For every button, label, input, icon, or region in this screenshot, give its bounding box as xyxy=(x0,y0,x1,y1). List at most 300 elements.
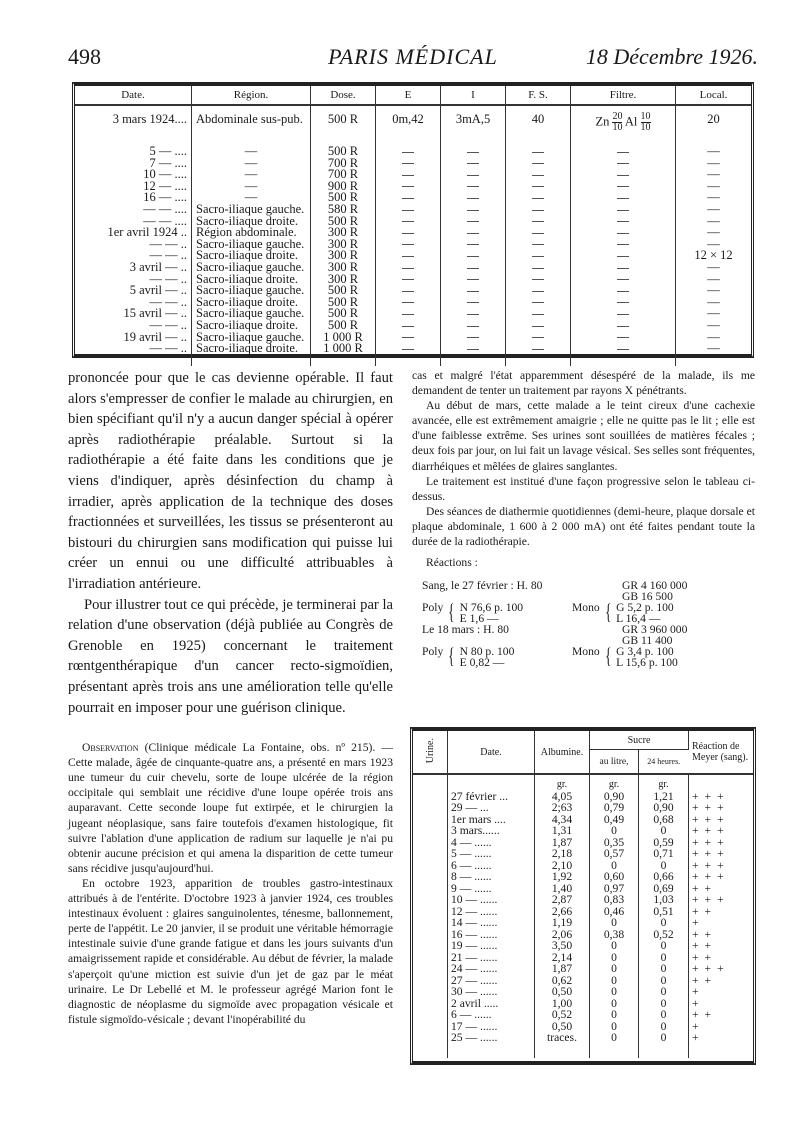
unit-24h: gr. xyxy=(639,774,689,791)
cell-region: Sacro-iliaque gauche. xyxy=(192,204,311,216)
ditto-dash xyxy=(532,233,544,234)
cell-albumine: 1,87 xyxy=(535,837,590,849)
cell-dose: 900 R xyxy=(311,181,376,193)
cell-sucre-litre: 0 xyxy=(590,963,639,975)
cell-filter xyxy=(571,332,676,344)
ditto-dash xyxy=(402,349,414,350)
cell-sucre-litre: 0,38 xyxy=(590,929,639,941)
cell-sucre-24h: 0,66 xyxy=(639,871,689,883)
paragraph: Des séances de diathermie quotidiennes (demi-heure, plaque dorsale et plaque abdominale, 1 600 à 2 000 mA) ont été faites pendant toute la durée de la radiothérapie. xyxy=(412,504,755,549)
cell-e xyxy=(376,343,441,355)
cell-albumine: 0,50 xyxy=(535,1021,590,1033)
ditto-dash xyxy=(402,291,414,292)
poly-n: N 76,6 p. 100 xyxy=(459,601,524,615)
cell-i xyxy=(441,146,506,158)
cell-urine xyxy=(413,814,448,826)
cell-urine xyxy=(413,998,448,1010)
table-row xyxy=(413,1032,753,1044)
ditto-dash xyxy=(617,163,629,164)
cell-region: — xyxy=(192,158,311,170)
paragraph: cas et malgré l'état apparemment désespéré de la malade, ils me demandent de tenter un traitement par rayons X pénétrants. xyxy=(412,369,755,398)
ditto-dash xyxy=(467,256,479,257)
cell-meyer: +++ xyxy=(692,824,730,837)
cell-fs: 40 xyxy=(506,105,571,146)
cell-urine xyxy=(413,825,448,837)
cell-region: Sacro-iliaque droite. xyxy=(192,274,311,286)
ditto-dash xyxy=(532,349,544,350)
poly-group xyxy=(422,643,515,670)
col-sucre: Sucre xyxy=(590,731,689,750)
cell-meyer: +++ xyxy=(692,893,730,906)
cell-meyer: + xyxy=(692,996,705,1010)
col-region: Région. xyxy=(192,86,311,105)
ditto-dash xyxy=(402,210,414,211)
cell-albumine: 1,19 xyxy=(535,917,590,929)
cell-urine xyxy=(413,837,448,849)
cell-local: 20 xyxy=(707,112,720,126)
mono-l: L 16,4 — xyxy=(616,612,661,626)
cell-sucre-litre: 0 xyxy=(590,1009,639,1021)
cell-sucre-litre: 0 xyxy=(590,1032,639,1044)
cell-dose: 500 R xyxy=(311,320,376,332)
mono-label: Mono xyxy=(572,645,600,659)
unit-albumine: gr. xyxy=(535,774,590,791)
cell-sucre-litre: 0,97 xyxy=(590,883,639,895)
cell-sucre-24h: 0 xyxy=(639,860,689,872)
cell-dose: 300 R xyxy=(311,262,376,274)
cell-i xyxy=(441,216,506,228)
cell-region: Sacro-iliaque gauche. xyxy=(192,285,311,297)
ditto-dash xyxy=(532,337,544,338)
cell-date: 2 avril ..... xyxy=(448,998,535,1010)
col-date: Date. xyxy=(75,86,192,105)
mono-group xyxy=(572,643,678,670)
cell-i xyxy=(441,343,506,355)
cell-meyer: +++ xyxy=(692,847,730,860)
ditto-dash xyxy=(617,210,629,211)
reactions-label: Réactions : xyxy=(426,556,478,570)
cell-urine xyxy=(413,1009,448,1021)
cell-sucre-24h: 0 xyxy=(639,975,689,987)
ditto-dash xyxy=(532,291,544,292)
cell-dose: 500 R xyxy=(311,285,376,297)
units-row xyxy=(413,774,753,791)
cell-albumine: 2,10 xyxy=(535,860,590,872)
ditto-dash xyxy=(402,302,414,303)
cell-local: — xyxy=(707,155,720,170)
cell-urine xyxy=(413,963,448,975)
cell-i xyxy=(441,204,506,216)
ditto-dash xyxy=(617,337,629,338)
cell-sucre-24h: 0,71 xyxy=(639,848,689,860)
cell-meyer: + xyxy=(692,1019,705,1033)
cell-date: 25 — ...... xyxy=(448,1032,535,1044)
cell-e xyxy=(376,169,441,181)
cell-date: — — .. xyxy=(75,297,192,309)
cell-urine xyxy=(413,791,448,803)
numerator: 20 xyxy=(612,111,623,122)
left-column xyxy=(68,368,393,1027)
col-au-litre: au litre, xyxy=(590,750,639,775)
table-row xyxy=(75,105,751,146)
cell-empty xyxy=(689,774,754,791)
cell-sucre-24h: 0,51 xyxy=(639,906,689,918)
cell-i xyxy=(441,274,506,286)
cell-region: Sacro-iliaque gauche. xyxy=(192,308,311,320)
ditto-dash xyxy=(402,326,414,327)
cell-sucre-24h: 0 xyxy=(639,917,689,929)
cell-filter xyxy=(571,343,676,355)
cell-date: 12 — ...... xyxy=(448,906,535,918)
ditto-dash xyxy=(532,152,544,153)
cell-albumine: 4,34 xyxy=(535,814,590,826)
cell-dose: 700 R xyxy=(311,169,376,181)
cell-date: — — .. xyxy=(75,239,192,251)
cell-dose: 300 R xyxy=(311,227,376,239)
cell-e xyxy=(376,308,441,320)
cell-i xyxy=(441,192,506,204)
cell-albumine: 1,92 xyxy=(535,871,590,883)
ditto-dash xyxy=(467,314,479,315)
cell-region: Sacro-iliaque droite. xyxy=(192,250,311,262)
ditto-dash xyxy=(402,186,414,187)
table-row xyxy=(413,894,753,906)
observation-paragraph xyxy=(68,740,393,876)
cell-fs xyxy=(506,204,571,216)
blood-results xyxy=(412,580,755,670)
observation-text: (Clinique médicale La Fontaine, obs. nº 215). — Cette malade, âgée de cinquante-quatre ans, a présenté en mars 1923 une tumeur du cuir chevelu, sorte de loupe ulcérée de la région occipitale qui semblait une récidive d'une loupe opérée trois ans auparavant. Cette seconde loupe fut extirpée, et le chirurgien la jugeant néoplasique, sans faire toutefois d'examen histologique, fit suivre l'ablation d'une application de radium sur laquelle je n'ai pu obtenir aucune précision et qui amena la disparition de cette tumeur sans récidive jusqu'aujourd'hui. xyxy=(68,741,393,875)
cell-meyer: +++ xyxy=(692,962,730,975)
cell-sucre-litre: 0,57 xyxy=(590,848,639,860)
cell-date: 17 — ...... xyxy=(448,1021,535,1033)
ditto-dash xyxy=(467,302,479,303)
table-row xyxy=(413,802,753,814)
cell-e xyxy=(376,181,441,193)
cell-sucre-24h: 0,68 xyxy=(639,814,689,826)
cell-fs xyxy=(506,192,571,204)
mono-g: G 3,4 p. 100 xyxy=(616,645,674,659)
issue-date: 18 Décembre 1926. xyxy=(585,44,758,69)
cell-date: — — .. xyxy=(75,320,192,332)
ditto-dash xyxy=(402,268,414,269)
cell-region: Abdominale sus-pub. xyxy=(192,105,311,146)
cell-dose: 500 R xyxy=(311,308,376,320)
table-row xyxy=(413,917,753,929)
cell-fs xyxy=(506,320,571,332)
cell-filter xyxy=(571,239,676,251)
cell-region: — xyxy=(192,146,311,158)
cell-albumine: 4,05 xyxy=(535,791,590,803)
cell-fs xyxy=(506,239,571,251)
ditto-dash xyxy=(532,326,544,327)
cell-date: 3 mars...... xyxy=(448,825,535,837)
treatment-table xyxy=(72,82,754,358)
cell-fs xyxy=(506,146,571,158)
blood-line: Le 18 mars : H. 80 xyxy=(422,623,509,637)
poly-e: E 0,82 — xyxy=(459,656,505,670)
cell-sucre-litre: 0 xyxy=(590,940,639,952)
ditto-dash xyxy=(467,337,479,338)
urine-label: Urine. xyxy=(424,737,436,764)
cell-sucre-litre: 0,49 xyxy=(590,814,639,826)
ditto-dash xyxy=(467,175,479,176)
col-fs: F. S. xyxy=(506,86,571,105)
cell-sucre-litre: 0,60 xyxy=(590,871,639,883)
cell-sucre-litre: 0 xyxy=(590,825,639,837)
cell-i xyxy=(441,227,506,239)
cell-local: — xyxy=(707,283,720,298)
ditto-dash xyxy=(402,152,414,153)
paragraph: En octobre 1923, apparition de troubles gastro-intestinaux attribués à de l'entérite. D'octobre 1923 à janvier 1924, ces troubles intestinaux évoluent : glaires sanguinolentes, ténesme, ballonnement, perte de l'appétit. Le 20 janvier, il se produit une véritable hémorragie intestinale suivie d'une grande fatigue et dans les jours suivants d'un amaigrissement rapide et considérable. Au début de février, la malade s'aperçoit qu'une miction est suivie d'un jet de gaz par le méat urinaire. Le Dr Lebellé et M. le professeur agrégé Marion font le diagnostic de néoplasme du sigmoïde avec propagation vésicale et fistule sigmoïdo-vésicale ; devant l'inopérabilité du xyxy=(68,876,393,1026)
cell-region: Sacro-iliaque droite. xyxy=(192,343,311,355)
table-row xyxy=(413,825,753,837)
poly-n: N 80 p. 100 xyxy=(459,645,515,659)
page-number: 498 xyxy=(68,44,101,69)
ditto-dash xyxy=(402,198,414,199)
blood-gr: GR 4 160 000 xyxy=(622,579,688,593)
ditto-dash xyxy=(532,314,544,315)
cell-albumine: 1,87 xyxy=(535,963,590,975)
cell-albumine: 2,14 xyxy=(535,952,590,964)
cell-sucre-24h: 0 xyxy=(639,1032,689,1044)
cell-fs xyxy=(506,297,571,309)
cell-date: 16 — ...... xyxy=(448,929,535,941)
cell-albumine: 0,52 xyxy=(535,1009,590,1021)
cell-sucre-24h: 0,52 xyxy=(639,929,689,941)
page-header xyxy=(68,40,758,74)
cell-e xyxy=(376,239,441,251)
cell-date: 5 — .... xyxy=(75,146,192,158)
cell-date: 14 — ...... xyxy=(448,917,535,929)
blood-gb: GB 11 400 xyxy=(622,634,673,648)
cell-date: 16 — .... xyxy=(75,192,192,204)
table-row xyxy=(413,963,753,975)
ditto-dash xyxy=(467,291,479,292)
cell-date: — — .. xyxy=(75,274,192,286)
cell-sucre-24h: 0,90 xyxy=(639,802,689,814)
cell-region: — xyxy=(192,181,311,193)
cell-urine xyxy=(413,883,448,895)
cell-albumine: 2,87 xyxy=(535,894,590,906)
cell-date: 4 — ...... xyxy=(448,837,535,849)
cell-i xyxy=(441,262,506,274)
cell-albumine: 1,00 xyxy=(535,998,590,1010)
cell-local: — xyxy=(707,236,720,251)
cell-urine xyxy=(413,1032,448,1044)
filler-row xyxy=(75,355,751,367)
ditto-dash xyxy=(402,256,414,257)
ditto-dash xyxy=(467,244,479,245)
ditto-dash xyxy=(617,326,629,327)
cell-sucre-litre: 0 xyxy=(590,975,639,987)
cell-date: 12 — .... xyxy=(75,181,192,193)
cell-fs xyxy=(506,250,571,262)
cell-region: Sacro-iliaque droite. xyxy=(192,297,311,309)
ditto-dash xyxy=(617,244,629,245)
cell-filter xyxy=(571,297,676,309)
cell-local: — xyxy=(707,167,720,182)
ditto-dash xyxy=(532,198,544,199)
cell-date: — — .... xyxy=(75,216,192,228)
cell-local: — xyxy=(707,213,720,228)
cell-urine xyxy=(413,860,448,872)
ditto-dash xyxy=(467,233,479,234)
cell-date: — — .. xyxy=(75,343,192,355)
ditto-dash xyxy=(532,210,544,211)
cell-e xyxy=(376,192,441,204)
cell-dose: 580 R xyxy=(311,204,376,216)
cell-dose: 300 R xyxy=(311,274,376,286)
right-column xyxy=(412,368,755,670)
cell-filter xyxy=(571,204,676,216)
cell-meyer: +++ xyxy=(692,789,730,803)
cell-date: 6 — ...... xyxy=(448,1009,535,1021)
cell-date: 8 — ...... xyxy=(448,871,535,883)
cell-local: — xyxy=(707,178,720,193)
cell-filter xyxy=(571,308,676,320)
cell-dose: 1 000 R xyxy=(311,343,376,355)
cell-sucre-24h: 0 xyxy=(639,952,689,964)
cell-filter xyxy=(571,274,676,286)
cell-sucre-litre: 0,83 xyxy=(590,894,639,906)
cell-local: — xyxy=(707,306,720,321)
blood-line: Sang, le 27 février : H. 80 xyxy=(422,579,543,593)
cell-meyer: +++ xyxy=(692,870,730,883)
ditto-dash xyxy=(467,279,479,280)
ditto-dash xyxy=(532,302,544,303)
cell-i: 3mA,5 xyxy=(441,105,506,146)
cell-fs xyxy=(506,332,571,344)
cell-dose: 300 R xyxy=(311,250,376,262)
cell-fs xyxy=(506,216,571,228)
cell-albumine: 0,62 xyxy=(535,975,590,987)
denominator: 10 xyxy=(612,122,623,133)
ditto-dash xyxy=(402,233,414,234)
cell-date: 24 — ...... xyxy=(448,963,535,975)
cell-date: 27 — ...... xyxy=(448,975,535,987)
cell-sucre-litre: 0 xyxy=(590,998,639,1010)
cell-dose: 500 R xyxy=(311,297,376,309)
cell-sucre-litre: 0 xyxy=(590,917,639,929)
cell-urine xyxy=(413,906,448,918)
cell-sucre-24h: 0 xyxy=(639,1021,689,1033)
treatment-table-header xyxy=(75,86,751,105)
cell-sucre-24h: 1,03 xyxy=(639,894,689,906)
paragraph: Pour illustrer tout ce qui précède, je terminerai par la relation d'une observation (déjà publiée au Congrès de Grenoble en 1925) concernant le traitement rœntgenthérapique d'un cancer recto-sigmoïdien, présentant après trois ans une amélioration telle qu'elle pourrait en imposer pour une guérison clinique. xyxy=(68,596,393,716)
cell-local: — xyxy=(707,259,720,274)
cell-i xyxy=(441,250,506,262)
cell-meyer: +++ xyxy=(692,812,730,826)
ditto-dash xyxy=(617,198,629,199)
cell-fs xyxy=(506,262,571,274)
paragraph: prononcée pour que le cas devienne opérable. Il faut alors s'empresser de confier le malade au chirurgien, en bien spécifiant qu'il n'y a aucun danger spécial à opérer après radiothérapie préalable. Surtout si la radiothérapie a été faite dans les conditions que je viens d'indiquer, après désinfection du champ à irradier, après application de la technique des doses fractionnées et surveillées, les tissus se présenteront au bistouri du chirurgien sans modification qui puisse lui créer un ennui ou une difficulté attribuables à l'irradiation antérieure. xyxy=(68,370,393,592)
cell-region: Sacro-iliaque gauche. xyxy=(192,262,311,274)
cell-region: Sacro-iliaque gauche. xyxy=(192,239,311,251)
cell-dose: 300 R xyxy=(311,239,376,251)
cell-e xyxy=(376,285,441,297)
cell-region: — xyxy=(192,169,311,181)
cell-date: 3 mars 1924.... xyxy=(75,105,192,146)
mono-label: Mono xyxy=(572,601,600,615)
cell-dose: 500 R xyxy=(311,105,376,146)
ditto-dash xyxy=(617,279,629,280)
cell-filter xyxy=(571,192,676,204)
cell-local: — xyxy=(707,225,720,240)
denominator: 10 xyxy=(640,122,651,133)
cell-filter xyxy=(571,105,676,146)
cell-filter xyxy=(571,250,676,262)
cell-fs xyxy=(506,158,571,170)
cell-date: 15 avril — .. xyxy=(75,308,192,320)
cell-fs xyxy=(506,274,571,286)
paragraph: Au début de mars, cette malade a le teint cireux d'une cachexie avancée, elle est extrêmement amaigrie ; elle ne quitte pas le lit ; elle est d'une faiblesse extrême. Ses urines sont souillées de matières fécales ; deux fois par jour, on lui fait un lavage vésical. Ses selles sont fréquentes, diarrhéiques et mêlées de glaires sanglantes. xyxy=(412,399,755,473)
cell-dose: 500 R xyxy=(311,146,376,158)
cell-meyer: ++ xyxy=(692,973,718,987)
poly-label: Poly xyxy=(422,645,444,659)
cell-filter xyxy=(571,158,676,170)
table-row xyxy=(413,1009,753,1021)
cell-urine xyxy=(413,986,448,998)
brace-icon: { xyxy=(448,599,455,625)
mono-g: G 5,2 p. 100 xyxy=(616,601,674,615)
ditto-dash xyxy=(532,163,544,164)
fraction xyxy=(612,112,622,133)
cell-date: 9 — ...... xyxy=(448,883,535,895)
ditto-dash xyxy=(617,349,629,350)
ditto-dash xyxy=(467,349,479,350)
cell-date: 19 avril — .. xyxy=(75,332,192,344)
ditto-dash xyxy=(617,186,629,187)
cell-filter xyxy=(571,181,676,193)
ditto-dash xyxy=(532,256,544,257)
ditto-dash xyxy=(532,279,544,280)
cell-sucre-24h: 0 xyxy=(639,963,689,975)
col-e: E xyxy=(376,86,441,105)
ditto-dash xyxy=(467,198,479,199)
cell-sucre-24h: 0,69 xyxy=(639,883,689,895)
filter-al: Al xyxy=(624,114,638,129)
cell-filter xyxy=(571,320,676,332)
cell-date: 6 — ...... xyxy=(448,860,535,872)
cell-filter xyxy=(571,285,676,297)
cell-urine xyxy=(413,929,448,941)
cell-e xyxy=(376,332,441,344)
table-row xyxy=(413,986,753,998)
cell-date: — — .... xyxy=(75,204,192,216)
cell-local: — xyxy=(707,294,720,309)
cell-e xyxy=(376,216,441,228)
ditto-dash xyxy=(402,314,414,315)
poly-group xyxy=(422,599,524,626)
col-albumine: Albumine. xyxy=(535,731,590,774)
observation-label: Observation xyxy=(82,741,139,755)
cell-meyer: ++ xyxy=(692,939,718,952)
col-i: I xyxy=(441,86,506,105)
cell-i xyxy=(441,297,506,309)
ditto-dash xyxy=(532,244,544,245)
fraction xyxy=(641,112,651,133)
urine-table xyxy=(410,727,756,1065)
ditto-dash xyxy=(467,221,479,222)
cell-albumine: 2,18 xyxy=(535,848,590,860)
cell-albumine: 3,50 xyxy=(535,940,590,952)
cell-date: 10 — ...... xyxy=(448,894,535,906)
mono-l: L 15,6 p. 100 xyxy=(616,656,678,670)
cell-urine xyxy=(413,894,448,906)
cell-albumine: 1,40 xyxy=(535,883,590,895)
brace-icon: { xyxy=(604,643,612,669)
cell-meyer: + xyxy=(692,1031,705,1044)
